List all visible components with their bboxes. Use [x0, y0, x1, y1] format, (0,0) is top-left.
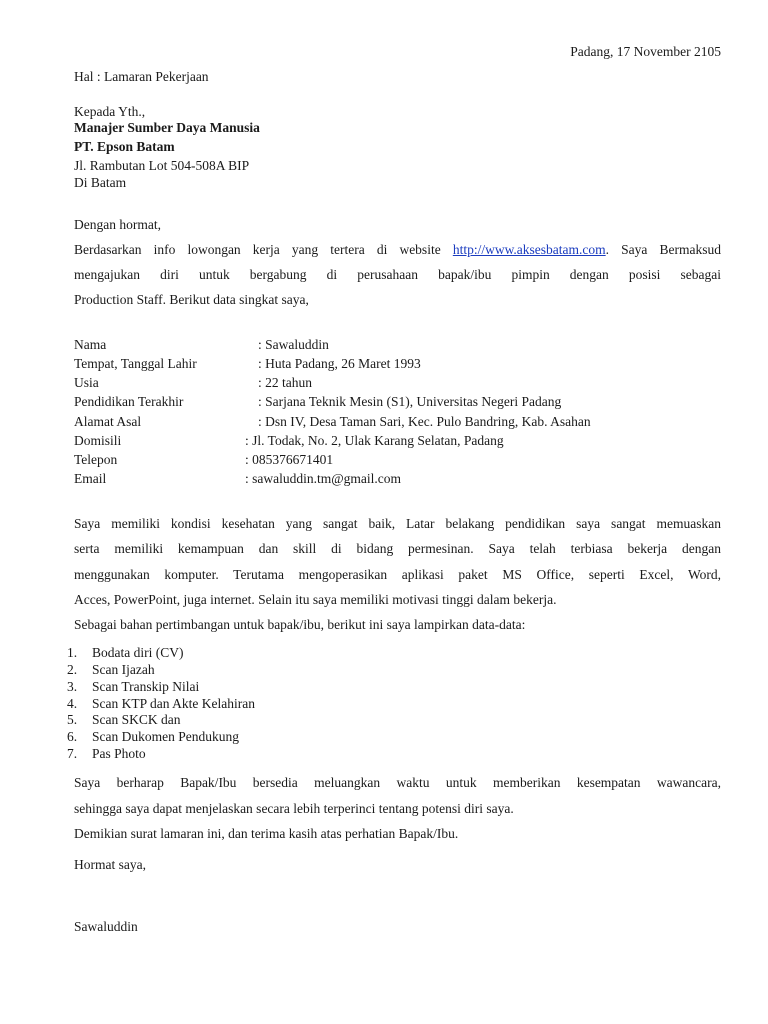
list-item: Scan Ijazah — [92, 662, 155, 677]
recipient-address: Jl. Rambutan Lot 504-508A BIP — [74, 158, 250, 173]
place-date: Padang, 17 November 2105 — [570, 44, 721, 59]
bio-label-origin-address: Alamat Asal — [74, 414, 142, 429]
bio-value-domicile: : Jl. Todak, No. 2, Ulak Karang Selatan, Padang — [245, 433, 504, 448]
bio-value-origin-address: : Dsn IV, Desa Taman Sari, Kec. Pulo Bandring, Kab. Asahan — [258, 414, 591, 429]
bio-label-domicile: Domisili — [74, 433, 122, 448]
list-item-number: 1. — [67, 645, 78, 660]
bio-label-birth: Tempat, Tanggal Lahir — [74, 356, 197, 371]
intro-text-before-link: Berdasarkan info lowongan kerja yang tertera di website — [74, 242, 441, 257]
bio-label-age: Usia — [74, 375, 99, 390]
bio-value-email: : sawaluddin.tm@gmail.com — [245, 471, 402, 486]
list-item: Pas Photo — [92, 746, 146, 761]
intro-line-3: Production Staff. Berikut data singkat saya, — [74, 292, 309, 307]
bio-label-education: Pendidikan Terakhir — [74, 394, 184, 409]
bio-label-name: Nama — [74, 337, 107, 352]
recipient-position: Manajer Sumber Daya Manusia — [74, 120, 260, 135]
salutation: Dengan hormat, — [74, 217, 161, 232]
list-item-number: 2. — [67, 662, 78, 677]
bio-value-age: : 22 tahun — [258, 375, 312, 390]
bio-value-education: : Sarjana Teknik Mesin (S1), Universitas Negeri Padang — [258, 394, 562, 409]
subject-line: Hal : Lamaran Pekerjaan — [74, 69, 209, 84]
signature-name: Sawaluddin — [74, 919, 138, 934]
closing-regards: Hormat saya, — [74, 857, 146, 872]
list-item-number: 4. — [67, 696, 78, 711]
bio-value-name: : Sawaluddin — [258, 337, 329, 352]
list-item: Bodata diri (CV) — [92, 645, 184, 660]
list-item-number: 3. — [67, 679, 78, 694]
recipient-city: Di Batam — [74, 175, 127, 190]
intro-line-2: mengajukan diri untuk bergabung di perusahaan bapak/ibu pimpin dengan posisi sebagai — [74, 267, 721, 282]
list-item: Scan SKCK dan — [92, 712, 181, 727]
list-item: Scan Transkip Nilai — [92, 679, 200, 694]
closing-line-3: Demikian surat lamaran ini, dan terima kasih atas perhatian Bapak/Ibu. — [74, 826, 459, 841]
intro-text-after-link: . Saya Bermaksud — [605, 242, 722, 257]
list-item-number: 7. — [67, 746, 78, 761]
list-item-number: 6. — [67, 729, 78, 744]
qualification-line-4: Acces, PowerPoint, juga internet. Selain itu saya memiliki motivasi tinggi dalam bekerja. — [74, 592, 557, 607]
attachments-intro: Sebagai bahan pertimbangan untuk bapak/ibu, berikut ini saya lampirkan data-data: — [74, 617, 526, 632]
closing-line-2: sehingga saya dapat menjelaskan secara lebih terperinci tentang potensi diri saya. — [74, 801, 514, 816]
bio-value-phone: : 085376671401 — [245, 452, 334, 467]
closing-line-1: Saya berharap Bapak/Ibu bersedia meluangkan waktu untuk memberikan kesempatan wawancara, — [74, 775, 721, 790]
qualification-line-1: Saya memiliki kondisi kesehatan yang sangat baik, Latar belakang pendidikan saya sangat memuaskan — [74, 516, 721, 531]
qualification-line-3: menggunakan komputer. Terutama mengoperasikan aplikasi paket MS Office, seperti Excel, Word, — [74, 567, 721, 582]
intro-line-1 — [74, 242, 721, 258]
recipient-greeting: Kepada Yth., — [74, 104, 146, 119]
website-link[interactable]: http://www.aksesbatam.com — [452, 242, 606, 257]
bio-label-phone: Telepon — [74, 452, 118, 467]
recipient-company: PT. Epson Batam — [74, 139, 175, 154]
list-item: Scan KTP dan Akte Kelahiran — [92, 696, 255, 711]
qualification-line-2: serta memiliki kemampuan dan skill di bidang permesinan. Saya telah terbiasa bekerja dengan — [74, 541, 721, 556]
list-item-number: 5. — [67, 712, 78, 727]
bio-value-birth: : Huta Padang, 26 Maret 1993 — [258, 356, 421, 371]
list-item: Scan Dukomen Pendukung — [92, 729, 239, 744]
bio-label-email: Email — [74, 471, 107, 486]
